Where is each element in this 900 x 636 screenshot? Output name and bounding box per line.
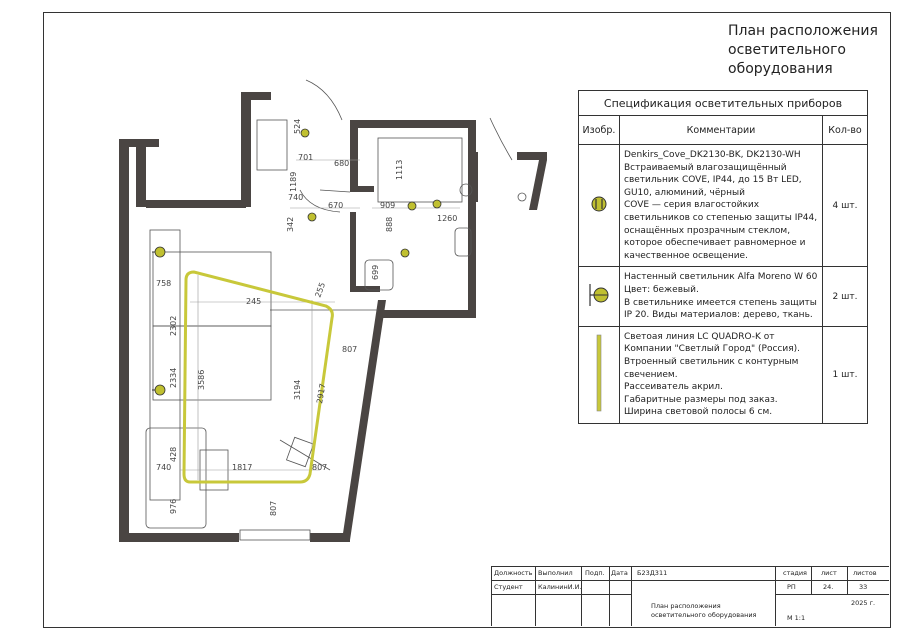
comment-line: Габаритные размеры под заказ. <box>624 394 778 405</box>
dim-label: 699 <box>371 264 380 280</box>
comment-line: Настенный светильник Alfa Moreno W 60 <box>624 272 818 283</box>
table-row <box>579 267 868 326</box>
dim-label: 2302 <box>169 315 178 336</box>
stamp-stage-header: стадия <box>783 569 807 577</box>
spotlight-1 <box>301 129 309 137</box>
comment-line: Цвет: бежевый. <box>624 284 699 295</box>
sconce-2 <box>152 385 165 395</box>
dim-label: 807 <box>269 500 278 516</box>
comment-line: качественное освещение. <box>624 250 748 261</box>
dim-label: 1817 <box>232 463 253 472</box>
spotlight-4 <box>401 249 409 257</box>
stamp-date-header: Дата <box>611 569 628 577</box>
round-spotlight-icon <box>589 194 609 214</box>
spec-icon-cell <box>579 326 620 423</box>
col-image-header: Изобр. <box>579 116 620 145</box>
stamp-sign-header: Подп. <box>585 569 605 577</box>
spec-comment <box>620 326 823 423</box>
dim-label: 701 <box>298 153 314 162</box>
dim-label: 976 <box>169 498 178 514</box>
title-block <box>491 566 889 626</box>
stamp-year: 2025 г. <box>851 599 876 607</box>
spec-icon-cell <box>579 267 620 326</box>
comment-line: которое обеспечивает равномерное и <box>624 238 806 249</box>
spotlight-2 <box>308 213 316 221</box>
comment-line: оснащённых прозрачным стеклом, <box>624 225 791 236</box>
spec-comment <box>620 145 823 267</box>
comment-line: Втроенный светильник с контурным <box>624 356 799 367</box>
dim-label: 1260 <box>437 214 458 223</box>
spec-table-header: Спецификация осветительных приборов <box>579 91 868 116</box>
stamp-scale: М 1:1 <box>787 614 806 622</box>
stamp-name: КалининИ.И. <box>538 583 582 591</box>
spotlight-3 <box>408 202 416 210</box>
spec-qty: 2 шт. <box>823 267 868 326</box>
table-row <box>579 326 868 423</box>
title-line: оборудования <box>728 61 833 77</box>
stamp-role-header: Должность <box>494 569 533 577</box>
dim-label: 807 <box>312 463 328 472</box>
spec-qty: 1 шт. <box>823 326 868 423</box>
stamp-done-header: Выполнил <box>538 569 573 577</box>
dim-label: 670 <box>328 201 344 210</box>
comment-line: COVE — серия влагостойких <box>624 200 760 211</box>
table-row <box>579 145 868 267</box>
col-comment-header: Комментарии <box>620 116 823 145</box>
stamp-role: Студент <box>494 583 523 591</box>
sheet-title <box>728 22 878 79</box>
comment-line: Светоая линия LC QUADRO-K от <box>624 331 775 342</box>
dim-label: 1113 <box>395 159 404 180</box>
led-line-icon <box>594 333 604 413</box>
sconce-1 <box>152 247 165 257</box>
wall-sconces <box>152 247 165 395</box>
dim-label: 740 <box>156 463 172 472</box>
spotlights <box>301 129 441 257</box>
stamp-doc-title: осветительного оборудования <box>651 611 757 619</box>
stamp-sheets-header: листов <box>853 569 877 577</box>
comment-line: Ширина световой полосы 6 см. <box>624 407 773 418</box>
dim-label: 255 <box>313 281 328 299</box>
comment-line: Компании "Светлый Город" (Россия). <box>624 344 801 355</box>
dim-label: 758 <box>156 279 172 288</box>
dim-label: 807 <box>342 345 358 354</box>
dim-label: 888 <box>385 216 394 232</box>
spotlight-5 <box>433 200 441 208</box>
stamp-sheet-header: лист <box>821 569 837 577</box>
comment-line: светильник COVE, IP44, до 15 Вт LED, <box>624 175 802 186</box>
comment-line: Встраиваемый влагозащищённый <box>624 162 787 173</box>
dim-label: 524 <box>293 118 302 134</box>
stamp-code: Б23Д311 <box>637 569 668 577</box>
comment-line: В светильнике имеется степень защиты <box>624 297 817 308</box>
title-line: осветительного <box>728 42 846 58</box>
stamp-doc-title: План расположения <box>651 602 721 610</box>
comment-line: Рассеиватель акрил. <box>624 382 723 393</box>
dim-label: 680 <box>334 159 350 168</box>
dim-label: 245 <box>246 297 262 306</box>
dim-label: 2917 <box>315 382 328 405</box>
dim-label: 909 <box>380 201 396 210</box>
comment-line: свечением. <box>624 369 678 380</box>
spec-comment <box>620 267 823 326</box>
dim-label: 3194 <box>293 379 302 400</box>
stamp-stage: РП <box>787 583 796 591</box>
dim-label: 2334 <box>169 367 178 388</box>
spec-icon-cell <box>579 145 620 267</box>
comment-line: IP 20. Виды материалов: дерево, ткань. <box>624 310 813 321</box>
stamp-sheets: 33 <box>859 583 868 591</box>
comment-line: Denkirs_Cove_DK2130-BK, DK2130-WH <box>624 150 801 160</box>
title-line: План расположения <box>728 23 878 39</box>
spec-qty: 4 шт. <box>823 145 868 267</box>
col-qty-header: Кол-во <box>823 116 868 145</box>
spec-table <box>578 90 868 424</box>
dim-label: 428 <box>169 446 178 462</box>
dim-label: 1189 <box>289 171 298 192</box>
stamp-sheet: 24. <box>823 583 834 591</box>
dim-label: 740 <box>288 193 304 202</box>
comment-line: GU10, алюминий, чёрный <box>624 187 745 198</box>
wall-sconce-icon <box>584 282 614 308</box>
dim-label: 3586 <box>197 369 206 390</box>
dim-label: 342 <box>286 216 295 232</box>
comment-line: светильников со степенью защиты IP44, <box>624 212 818 223</box>
